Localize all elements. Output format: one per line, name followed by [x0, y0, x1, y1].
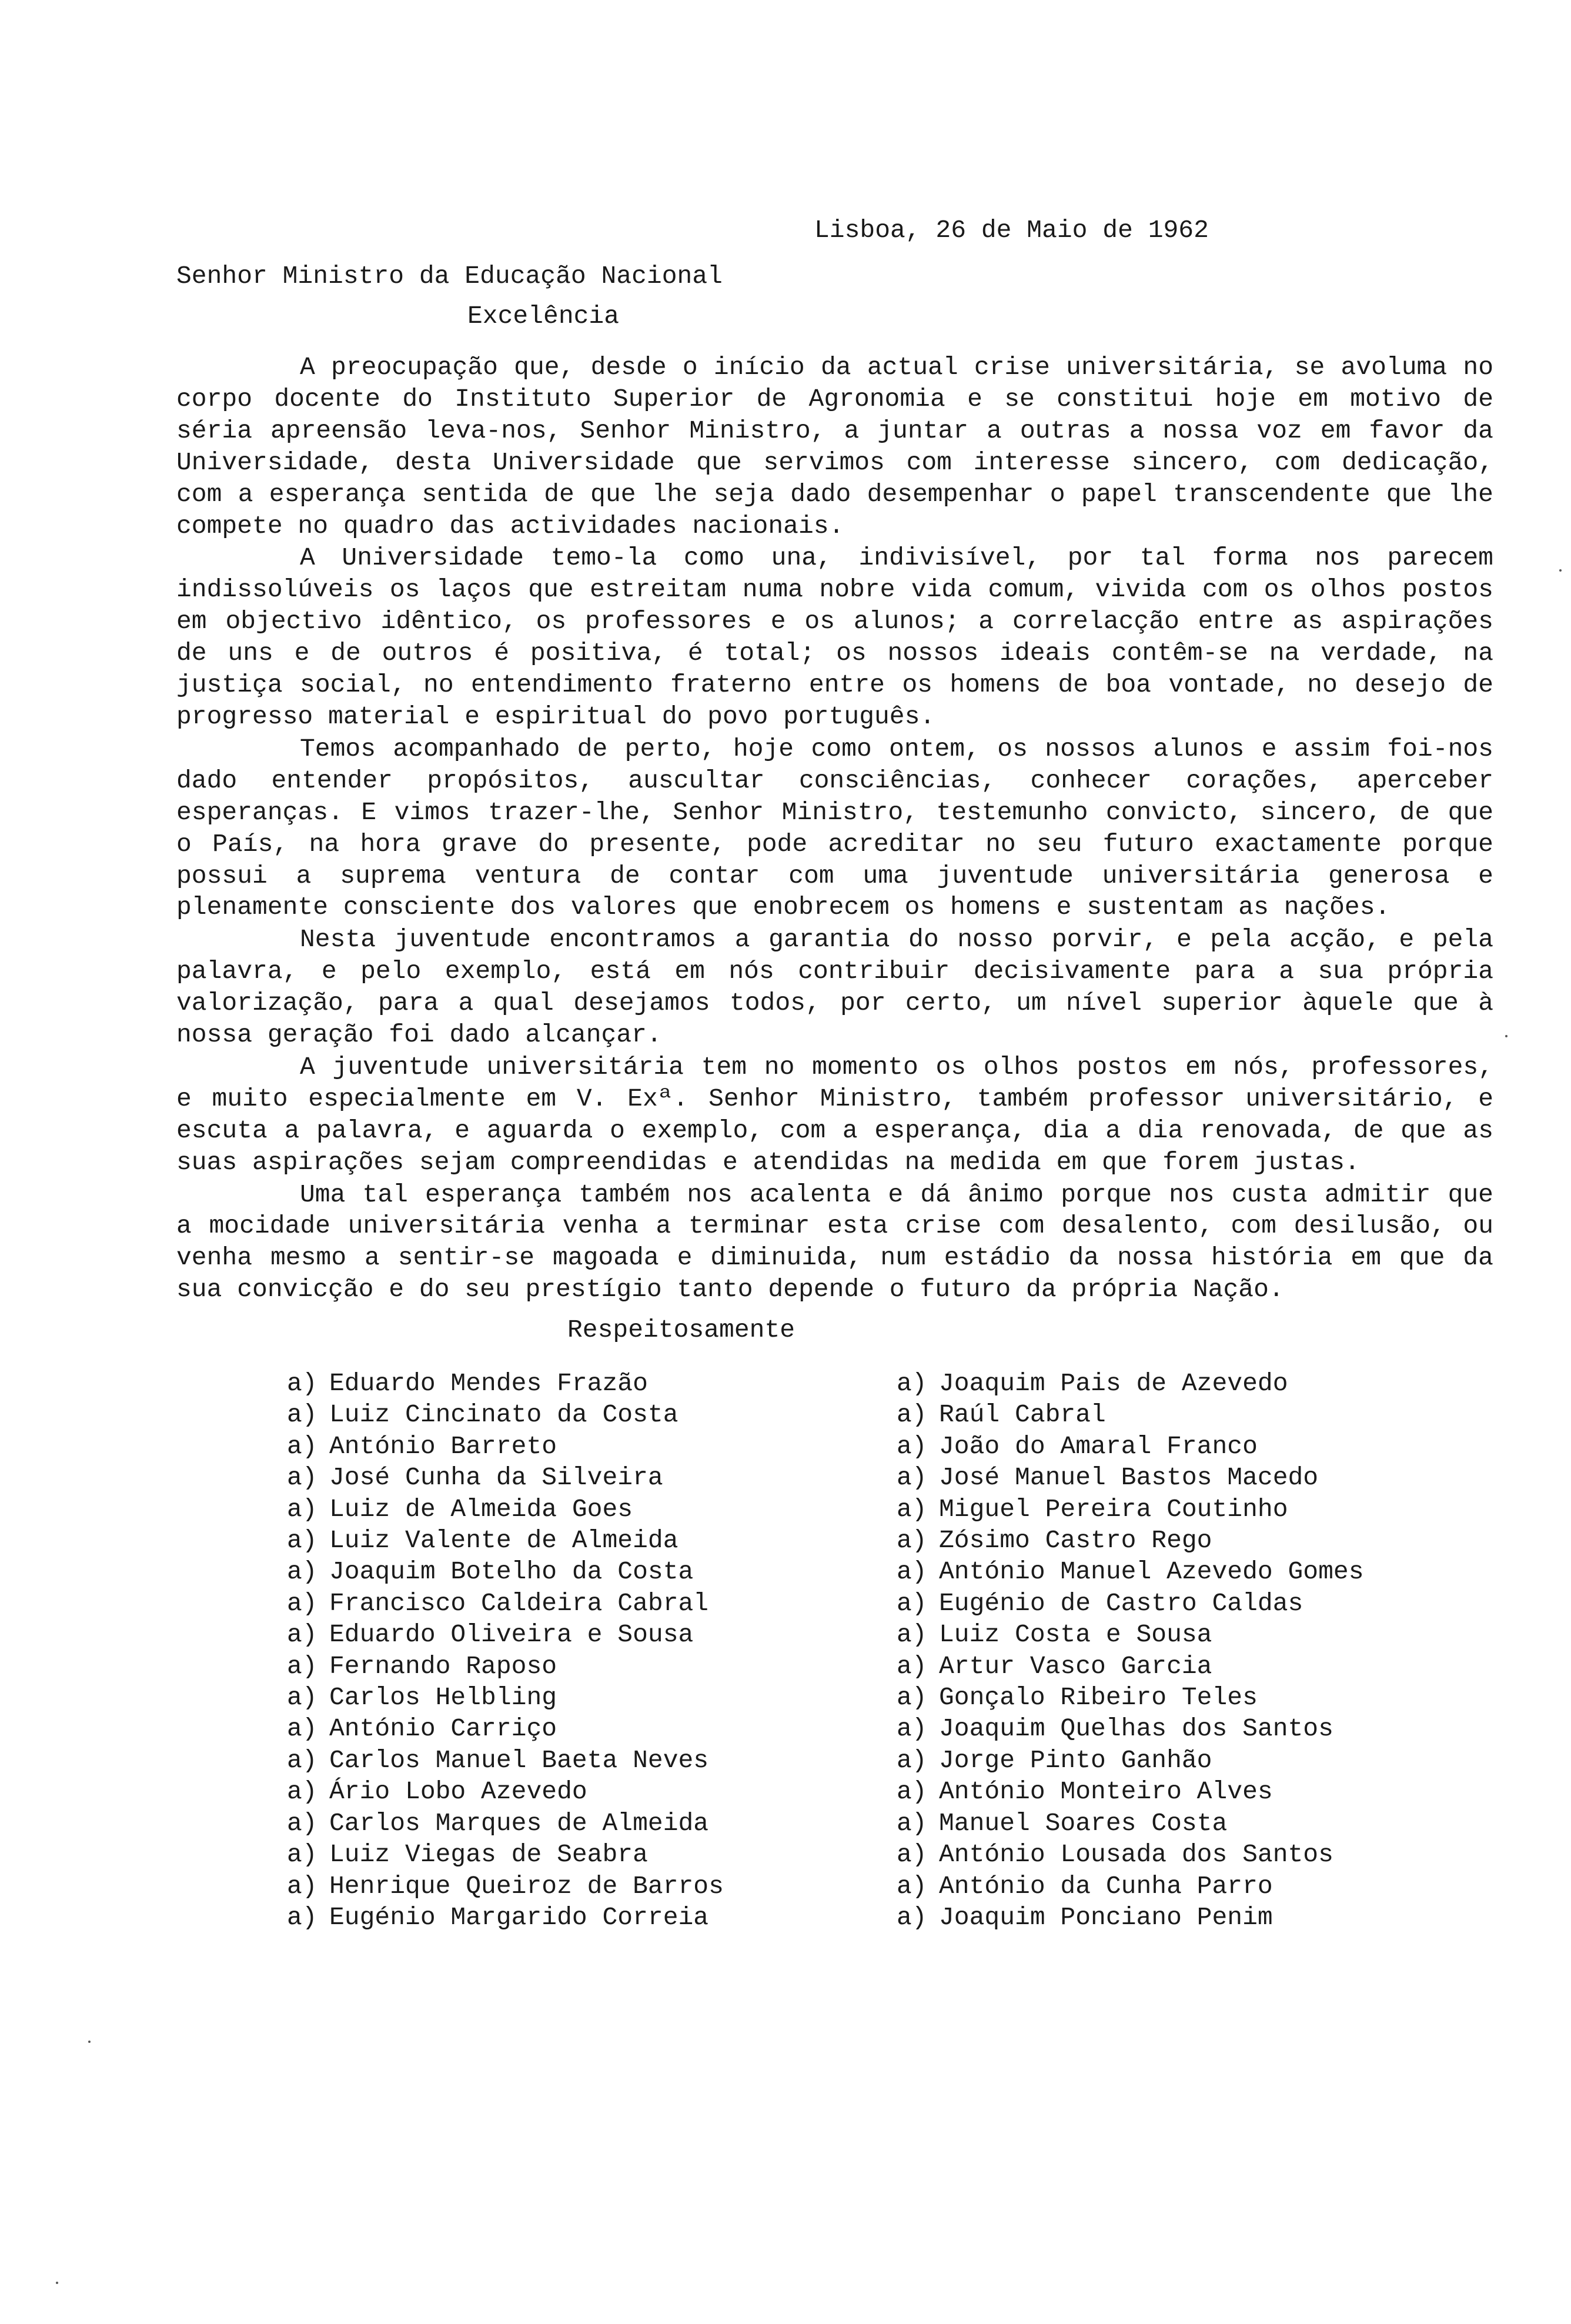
signature-prefix: a): [897, 1557, 927, 1587]
signature-name: Luiz de Almeida Goes: [329, 1494, 633, 1524]
signature-name: António Barreto: [329, 1431, 557, 1461]
signature-name: Luiz Viegas de Seabra: [329, 1840, 648, 1869]
body-paragraph-5: A juventude universitária tem no momento os olhos postos em nós, professores, e muito especialmente em V. Exª. Senhor Ministro, também professor universitário, e escuta a palavra, e aguarda o exemplo, com a esperança, dia a dia renovada, de que as suas aspirações sejam compreendidas e atendidas na medida em que forem justas.: [176, 1052, 1493, 1177]
signature-prefix: a): [287, 1840, 317, 1869]
letter-closing: Respeitosamente: [567, 1315, 795, 1344]
signature-item: [287, 1871, 724, 1902]
signature-prefix: a): [287, 1588, 317, 1618]
scan-speck: [1505, 1035, 1508, 1037]
signature-name: Luiz Costa e Sousa: [939, 1620, 1212, 1649]
signature-prefix: a): [897, 1840, 927, 1869]
signature-prefix: a): [287, 1808, 317, 1838]
signature-prefix: a): [287, 1400, 317, 1430]
signature-item: [287, 1368, 724, 1399]
signature-prefix: a): [897, 1714, 927, 1744]
signature-item: [287, 1399, 724, 1430]
signature-item: [897, 1556, 1364, 1587]
signature-item: [897, 1651, 1364, 1682]
signature-prefix: a): [287, 1683, 317, 1712]
signature-prefix: a): [287, 1714, 317, 1744]
signature-item: [287, 1525, 724, 1556]
signature-prefix: a): [897, 1651, 927, 1681]
signature-item: [287, 1431, 724, 1462]
signature-item: [897, 1619, 1364, 1650]
signature-prefix: a): [287, 1745, 317, 1775]
signature-name: António Carriço: [329, 1714, 557, 1744]
signature-prefix: a): [897, 1463, 927, 1492]
signature-name: Carlos Manuel Baeta Neves: [329, 1745, 709, 1775]
signature-item: [897, 1902, 1364, 1933]
signature-prefix: a): [897, 1808, 927, 1838]
signature-name: Joaquim Botelho da Costa: [329, 1557, 694, 1587]
signature-prefix: a): [287, 1526, 317, 1555]
signature-item: [897, 1399, 1364, 1430]
signature-item: [897, 1682, 1364, 1713]
signature-item: [897, 1588, 1364, 1619]
signature-item: [897, 1368, 1364, 1399]
signature-name: Luiz Cincinato da Costa: [329, 1400, 678, 1430]
scan-speck: [88, 2041, 91, 2043]
signature-name: António da Cunha Parro: [939, 1871, 1273, 1901]
signature-name: Fernando Raposo: [329, 1651, 557, 1681]
signature-prefix: a): [287, 1431, 317, 1461]
signature-name: Manuel Soares Costa: [939, 1808, 1228, 1838]
signature-name: Carlos Marques de Almeida: [329, 1808, 709, 1838]
signature-name: Eugénio Margarido Correia: [329, 1902, 709, 1932]
signature-name: Henrique Queiroz de Barros: [329, 1871, 724, 1901]
signature-prefix: a): [287, 1651, 317, 1681]
signature-prefix: a): [287, 1871, 317, 1901]
signature-name: Joaquim Quelhas dos Santos: [939, 1714, 1333, 1744]
signature-prefix: a): [287, 1494, 317, 1524]
scan-speck: [1559, 569, 1562, 572]
signature-name: António Manuel Azevedo Gomes: [939, 1557, 1364, 1587]
signature-item: [287, 1462, 724, 1493]
signature-name: Jorge Pinto Ganhão: [939, 1745, 1212, 1775]
signature-name: António Lousada dos Santos: [939, 1840, 1333, 1869]
signature-name: Eduardo Mendes Frazão: [329, 1369, 648, 1398]
letter-salutation: Excelência: [467, 302, 620, 330]
signature-prefix: a): [897, 1588, 927, 1618]
letter-body: [176, 352, 1493, 1306]
signature-item: [897, 1871, 1364, 1902]
signature-item: [897, 1525, 1364, 1556]
signature-prefix: a): [897, 1902, 927, 1932]
signature-name: António Monteiro Alves: [939, 1777, 1273, 1807]
signature-name: Luiz Valente de Almeida: [329, 1526, 678, 1555]
signature-prefix: a): [287, 1369, 317, 1398]
signature-name: João do Amaral Franco: [939, 1431, 1258, 1461]
signature-name: Francisco Caldeira Cabral: [329, 1588, 709, 1618]
signature-name: Artur Vasco Garcia: [939, 1651, 1212, 1681]
signature-name: Eugénio de Castro Caldas: [939, 1588, 1303, 1618]
signature-name: Eduardo Oliveira e Sousa: [329, 1620, 694, 1649]
signature-name: Raúl Cabral: [939, 1400, 1106, 1430]
signature-prefix: a): [897, 1777, 927, 1807]
signature-prefix: a): [897, 1431, 927, 1461]
signature-name: José Manuel Bastos Macedo: [939, 1463, 1319, 1492]
signature-prefix: a): [897, 1494, 927, 1524]
signature-item: [287, 1839, 724, 1870]
signature-item: [287, 1619, 724, 1650]
signature-name: Zósimo Castro Rego: [939, 1526, 1212, 1555]
signature-item: [287, 1494, 724, 1525]
signature-name: Gonçalo Ribeiro Teles: [939, 1683, 1258, 1712]
signature-item: [897, 1494, 1364, 1525]
signature-name: Miguel Pereira Coutinho: [939, 1494, 1288, 1524]
signature-prefix: a): [897, 1369, 927, 1398]
signature-prefix: a): [897, 1871, 927, 1901]
signature-item: [897, 1462, 1364, 1493]
scan-speck: [56, 2282, 58, 2284]
signature-list-left: [287, 1368, 724, 1933]
signature-item: [287, 1588, 724, 1619]
body-paragraph-4: Nesta juventude encontramos a garantia do nosso porvir, e pela acção, e pela palavra, e pelo exemplo, está em nós contribuir decisivamente para a sua própria valorização, para a qual desejamos todos, por certo, um nível superior àquele que à nossa geração foi dado alcançar.: [176, 925, 1493, 1050]
signature-item: [287, 1651, 724, 1682]
body-paragraph-3: Temos acompanhado de perto, hoje como ontem, os nossos alunos e assim foi-nos dado entender propósitos, auscultar consciências, conhecer corações, aperceber esperanças. E vimos trazer-lhe, Senhor Ministro, testemunho convicto, sincero, de que o País, na hora grave do presente, pode acreditar no seu futuro exactamente porque possui a suprema ventura de contar com uma juventude universitária generosa e plenamente consciente dos valores que enobrecem os homens e sustentam as nações.: [176, 734, 1493, 922]
letter-addressee: Senhor Ministro da Educação Nacional: [176, 262, 723, 290]
signature-prefix: a): [287, 1620, 317, 1649]
signature-item: [287, 1556, 724, 1587]
signature-item: [897, 1745, 1364, 1776]
signature-item: [287, 1713, 724, 1744]
signature-prefix: a): [897, 1526, 927, 1555]
signature-name: José Cunha da Silveira: [329, 1463, 663, 1492]
signature-prefix: a): [897, 1745, 927, 1775]
signature-prefix: a): [287, 1777, 317, 1807]
signature-prefix: a): [287, 1902, 317, 1932]
signature-name: Ário Lobo Azevedo: [329, 1777, 587, 1807]
body-paragraph-2: A Universidade temo-la como una, indivisível, por tal forma nos parecem indissolúveis os laços que estreitam numa nobre vida comum, vivida com os olhos postos em objectivo idêntico, os professores e os alunos; a correlacção entre as aspirações de uns e de outros é positiva, é total; os nossos ideais contêm-se na verdade, na justiça social, no entendimento fraterno entre os homens de boa vontade, no desejo de progresso material e espiritual do povo português.: [176, 543, 1493, 731]
signature-item: [897, 1776, 1364, 1807]
signature-item: [287, 1682, 724, 1713]
signature-item: [897, 1431, 1364, 1462]
body-paragraph-1: A preocupação que, desde o início da actual crise universitária, se avoluma no corpo docente do Instituto Superior de Agronomia e se constitui hoje em motivo de séria apreensão leva-nos, Senhor Ministro, a juntar a outras a nossa voz em favor da Universidade, desta Universidade que servimos com interesse sincero, com dedicação, com a esperança sentida de que lhe seja dado desempenhar o papel transcendente que lhe compete no quadro das actividades nacionais.: [176, 353, 1493, 540]
signature-prefix: a): [287, 1463, 317, 1492]
signature-prefix: a): [287, 1557, 317, 1587]
letter-date: Lisboa, 26 de Maio de 1962: [814, 216, 1209, 245]
signature-name: Joaquim Ponciano Penim: [939, 1902, 1273, 1932]
signature-item: [897, 1808, 1364, 1839]
signature-item: [897, 1713, 1364, 1744]
signature-list-right: [897, 1368, 1364, 1933]
signature-prefix: a): [897, 1620, 927, 1649]
signature-item: [287, 1776, 724, 1807]
signature-item: [287, 1808, 724, 1839]
signature-prefix: a): [897, 1400, 927, 1430]
signature-name: Carlos Helbling: [329, 1683, 557, 1712]
signature-prefix: a): [897, 1683, 927, 1712]
signature-name: Joaquim Pais de Azevedo: [939, 1369, 1288, 1398]
body-paragraph-6: Uma tal esperança também nos acalenta e dá ânimo porque nos custa admitir que a mocidade universitária venha a terminar esta crise com desalento, com desilusão, ou venha mesmo a sentir-se magoada e diminuida, num estádio da nossa história em que da sua convicção e do seu prestígio tanto depende o futuro da própria Nação.: [176, 1180, 1493, 1304]
signature-item: [287, 1902, 724, 1933]
signature-item: [897, 1839, 1364, 1870]
signature-item: [287, 1745, 724, 1776]
